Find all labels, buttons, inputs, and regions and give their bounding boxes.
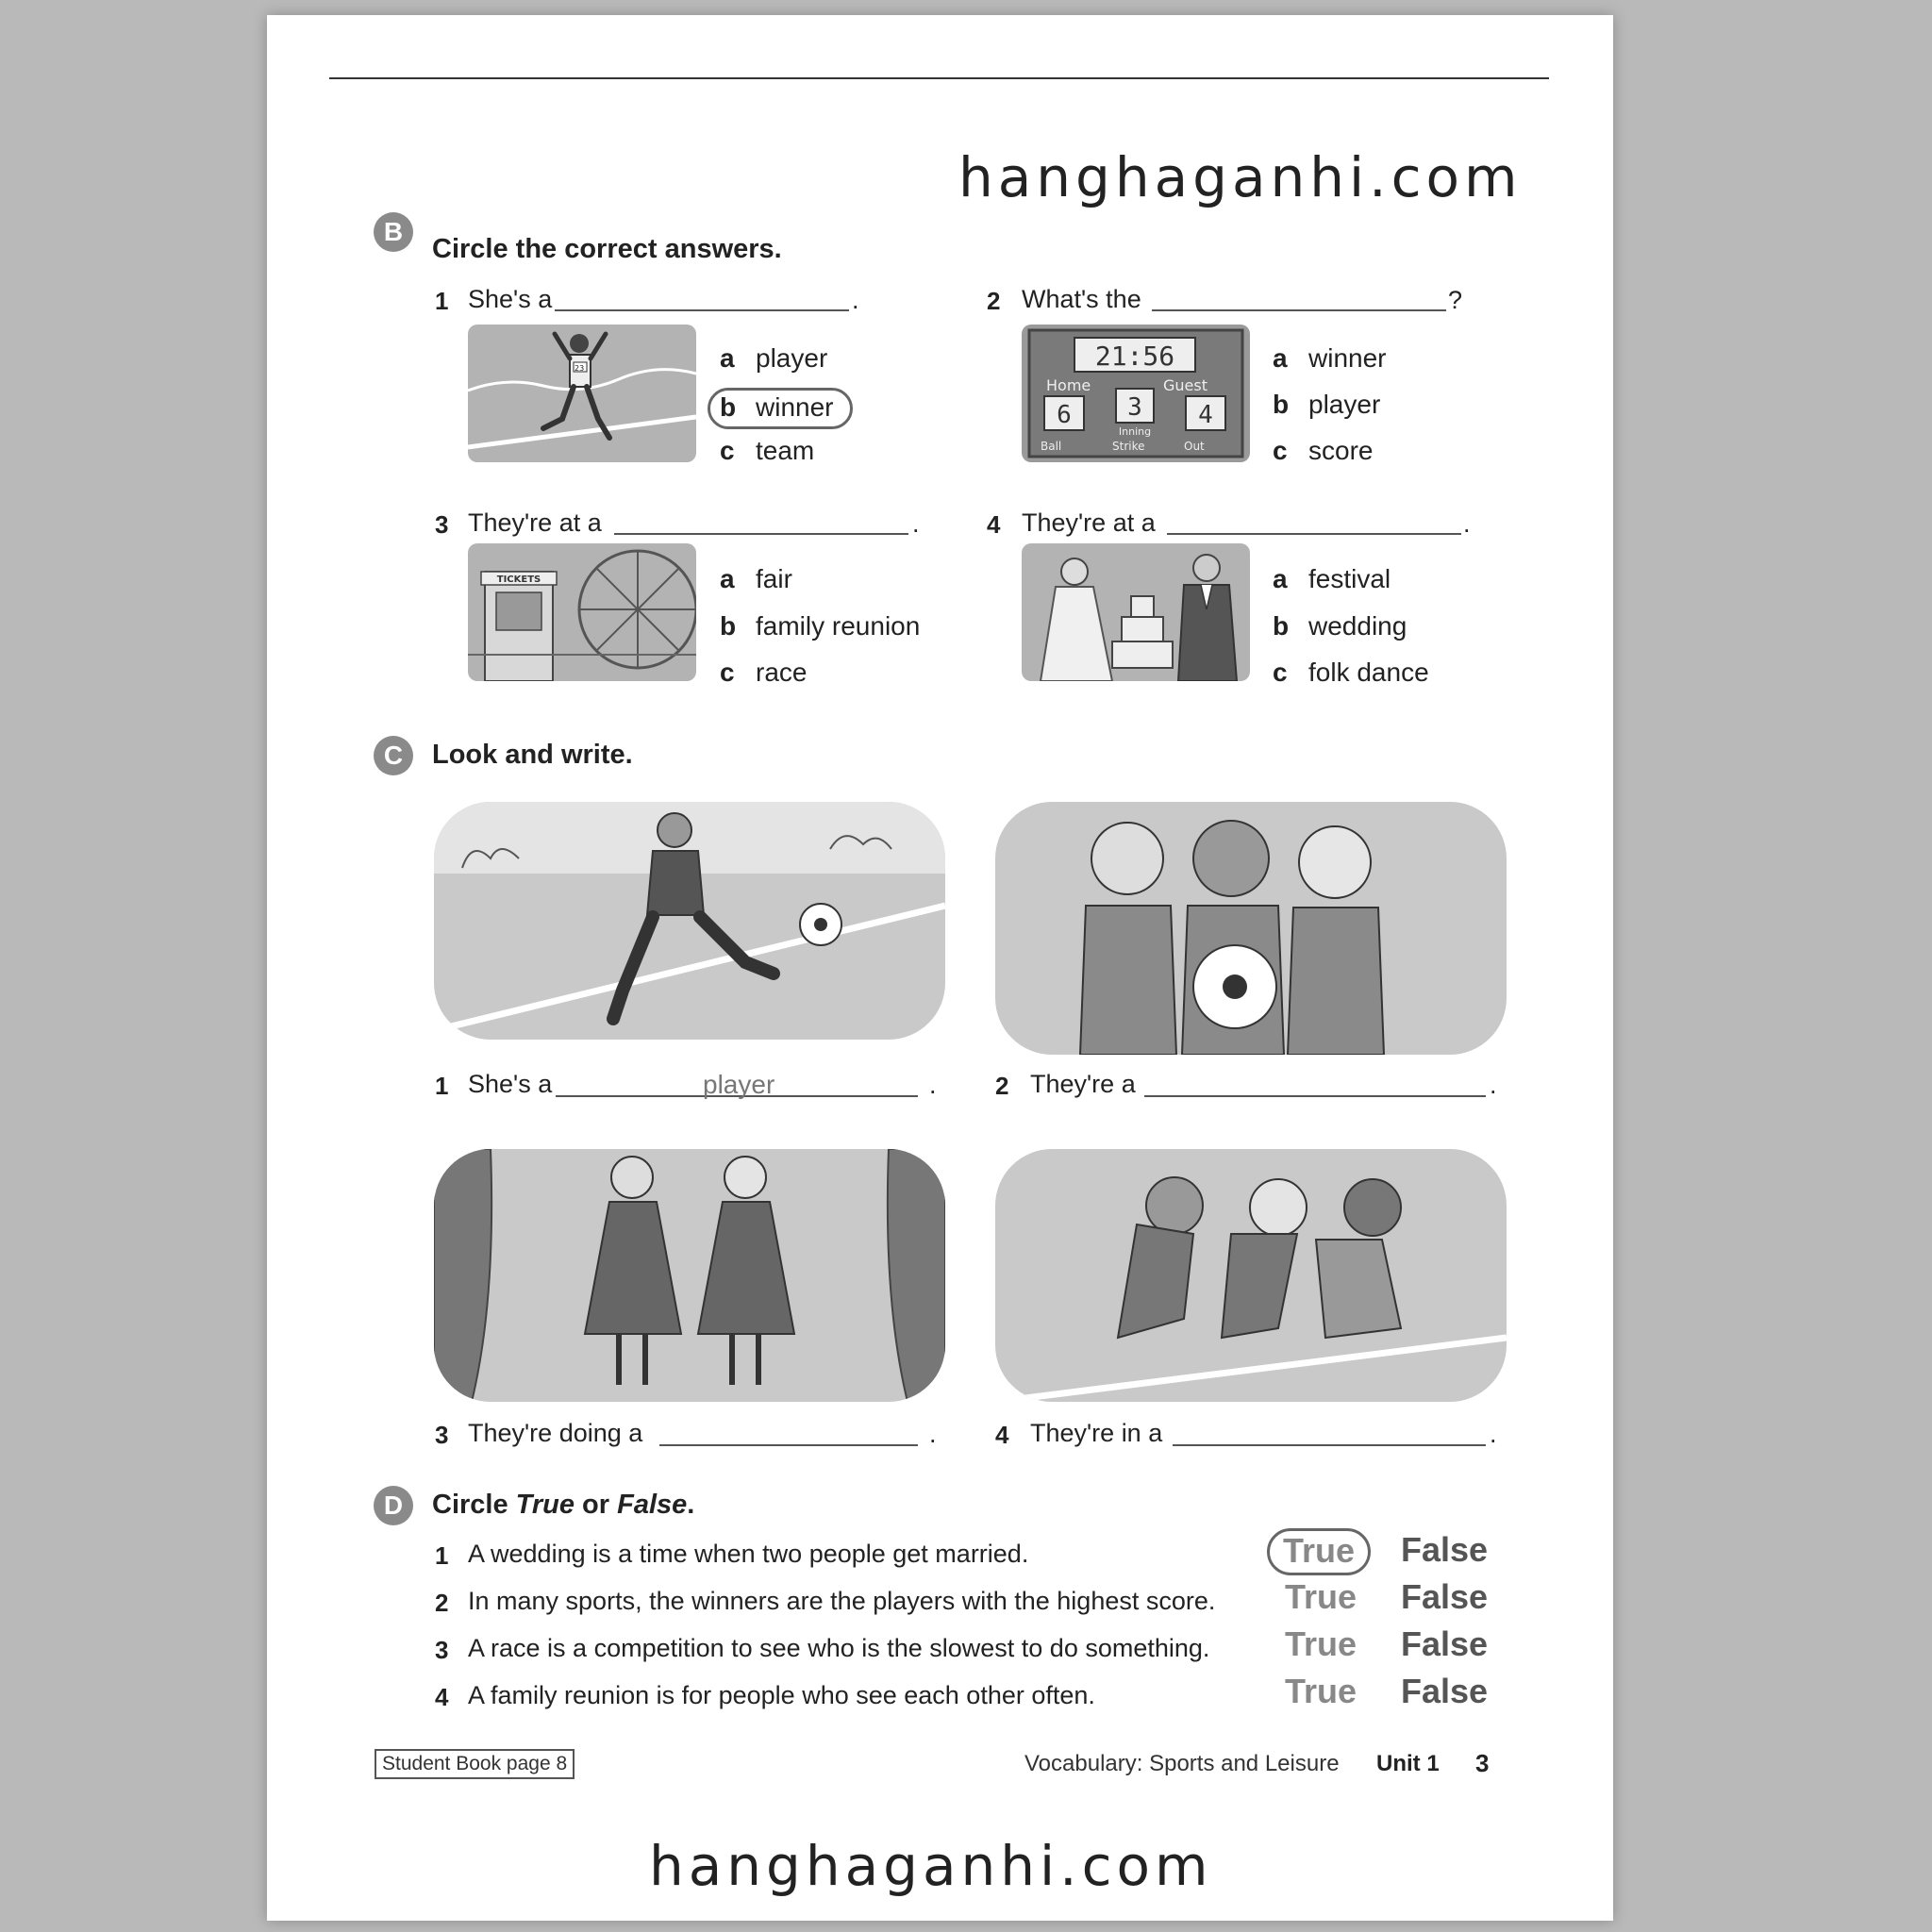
- section-c-badge: C: [374, 736, 413, 775]
- answer-blank[interactable]: [555, 309, 849, 311]
- top-rule: [329, 77, 1549, 79]
- watermark-bottom: hanghaganhi.com: [649, 1834, 1213, 1898]
- question-text: She's a: [468, 285, 553, 313]
- option-1b-circled[interactable]: b winner: [708, 388, 853, 429]
- inning-value: 3: [1127, 393, 1142, 422]
- item-number: 2: [995, 1072, 1009, 1100]
- option-4a[interactable]: a festival: [1273, 564, 1391, 593]
- statement-text: A wedding is a time when two people get married.: [468, 1540, 1029, 1568]
- question-text: They're at a: [468, 508, 602, 537]
- statement-number: 1: [435, 1541, 449, 1570]
- question-number: 4: [987, 510, 1001, 539]
- home-label: Home: [1046, 376, 1091, 394]
- statement-text: In many sports, the winners are the players with the highest score.: [468, 1587, 1216, 1615]
- soccer-girl-picture: [434, 802, 945, 1040]
- home-score: 6: [1057, 401, 1072, 429]
- option-1c[interactable]: c team: [720, 436, 815, 465]
- true-option[interactable]: True: [1285, 1624, 1357, 1663]
- item-text: They're in a: [1030, 1419, 1163, 1447]
- statement-number: 4: [435, 1683, 449, 1711]
- option-2c[interactable]: c score: [1273, 436, 1374, 465]
- answer-blank[interactable]: [659, 1444, 918, 1446]
- fair-picture: [468, 543, 696, 681]
- workbook-page: [267, 15, 1613, 1921]
- answer-blank[interactable]: [1173, 1444, 1486, 1446]
- item-text: They're a: [1030, 1070, 1136, 1098]
- answer-blank[interactable]: [614, 533, 908, 535]
- question-end: ?: [1448, 286, 1463, 314]
- item-end: .: [929, 1071, 937, 1099]
- true-option[interactable]: True: [1285, 1672, 1357, 1710]
- statement-number: 3: [435, 1636, 449, 1664]
- option-3a[interactable]: a fair: [720, 564, 792, 593]
- option-3c[interactable]: c race: [720, 658, 808, 687]
- wedding-picture: [1022, 543, 1250, 681]
- inning-label: Inning: [1118, 425, 1152, 438]
- question-number: 3: [435, 510, 449, 539]
- section-d-badge: D: [374, 1486, 413, 1525]
- item-end: .: [1490, 1420, 1497, 1448]
- guest-label: Guest: [1163, 376, 1208, 394]
- false-option[interactable]: False: [1401, 1577, 1489, 1616]
- item-end: .: [929, 1420, 937, 1448]
- answer-blank[interactable]: [1144, 1095, 1486, 1097]
- strike-label: Strike: [1112, 440, 1145, 453]
- option-1a[interactable]: a player: [720, 343, 828, 373]
- footer-topic: Vocabulary: Sports and Leisure: [1024, 1751, 1340, 1776]
- out-label: Out: [1184, 440, 1205, 453]
- option-4c[interactable]: c folk dance: [1273, 658, 1429, 687]
- statement-text: A race is a competition to see who is the slowest to do something.: [468, 1634, 1210, 1662]
- item-number: 1: [435, 1072, 449, 1100]
- answer-blank[interactable]: [1167, 533, 1461, 535]
- option-4b[interactable]: b wedding: [1273, 611, 1407, 641]
- option-2b[interactable]: b player: [1273, 390, 1381, 419]
- folk-dance-picture: [434, 1149, 945, 1402]
- question-end: .: [852, 286, 859, 314]
- false-option[interactable]: False: [1401, 1672, 1489, 1710]
- false-option[interactable]: False: [1401, 1530, 1489, 1569]
- scoreboard-picture: [1022, 325, 1250, 462]
- answer-blank[interactable]: [1152, 309, 1446, 311]
- statement-text: A family reunion is for people who see each other often.: [468, 1681, 1095, 1709]
- race-start-picture: [995, 1149, 1507, 1402]
- ball-label: Ball: [1041, 440, 1062, 453]
- question-number: 2: [987, 287, 1001, 315]
- guest-score: 4: [1198, 401, 1213, 429]
- student-book-reference: Student Book page 8: [375, 1749, 575, 1779]
- question-number: 1: [435, 287, 449, 315]
- question-end: .: [1463, 509, 1471, 538]
- section-c-title: Look and write.: [432, 740, 633, 770]
- item-text: She's a: [468, 1070, 553, 1098]
- tickets-sign: TICKETS: [496, 575, 541, 585]
- option-3b[interactable]: b family reunion: [720, 611, 921, 641]
- bib-number: 23: [575, 364, 585, 373]
- item-end: .: [1490, 1071, 1497, 1099]
- example-answer: player: [703, 1070, 775, 1099]
- item-text: They're doing a: [468, 1419, 643, 1447]
- item-number: 3: [435, 1421, 449, 1449]
- soccer-team-picture: [995, 802, 1507, 1055]
- footer-unit: Unit 1: [1376, 1751, 1440, 1776]
- option-2a[interactable]: a winner: [1273, 343, 1387, 373]
- statement-number: 2: [435, 1589, 449, 1617]
- item-number: 4: [995, 1421, 1009, 1449]
- question-end: .: [912, 509, 920, 538]
- false-option[interactable]: False: [1401, 1624, 1489, 1663]
- section-d-title: Circle True or False.: [432, 1490, 695, 1520]
- runner-picture: [468, 325, 696, 462]
- section-b-badge: B: [374, 212, 413, 252]
- question-text: They're at a: [1022, 508, 1156, 537]
- question-text: What's the: [1022, 285, 1141, 313]
- section-b-title: Circle the correct answers.: [432, 234, 782, 264]
- true-option-circled[interactable]: True: [1267, 1528, 1371, 1575]
- true-option[interactable]: True: [1285, 1577, 1357, 1616]
- page-number: 3: [1475, 1749, 1490, 1777]
- watermark-top: hanghaganhi.com: [958, 145, 1523, 209]
- scoreboard-time: 21:56: [1094, 341, 1175, 372]
